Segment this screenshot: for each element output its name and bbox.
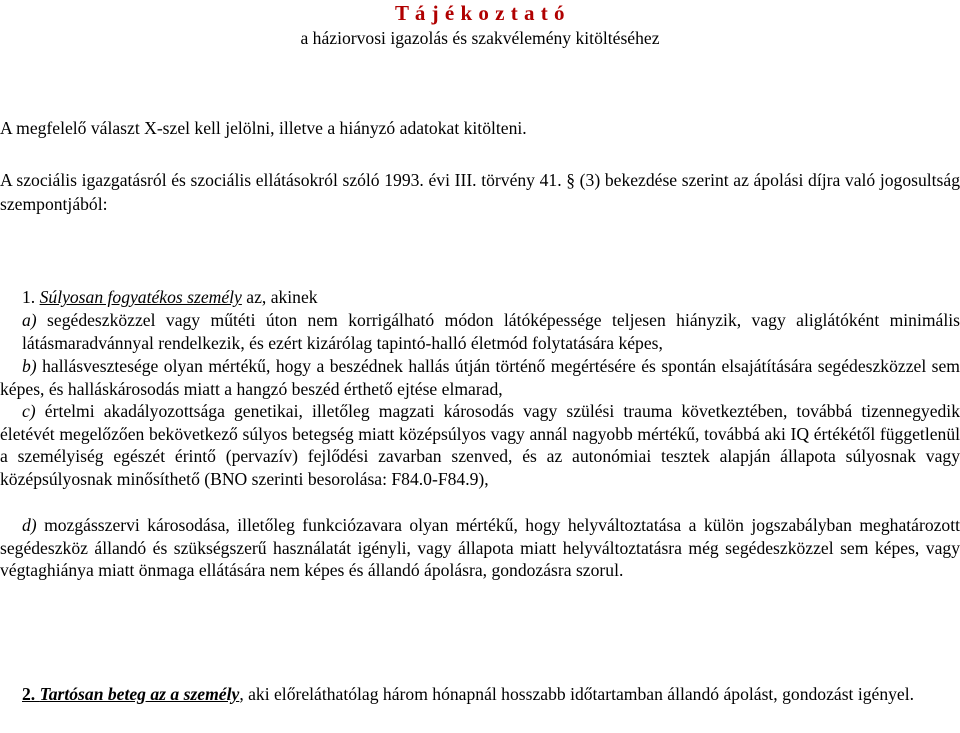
section-1-heading xyxy=(0,286,960,309)
instruction-line: A megfelelő választ X-szel kell jelölni, illetve a hiányzó adatokat kitölteni. xyxy=(0,118,527,138)
item-b-label: b) xyxy=(22,356,37,376)
item-d-text: mozgásszervi károsodása, illetőleg funkciózavara olyan mértékű, hogy helyváltoztatása a külön jogszabályban meghatározott segédeszköz állandó és szükségszerű használatát igényli, vagy állapota miatt helyváltoztatásra még segédeszközzel sem képes, vagy végtaghiánya miatt önmaga ellátására nem képes és állandó ápolásra, gondozásra szorul. xyxy=(0,515,960,581)
item-d xyxy=(0,514,960,582)
item-c xyxy=(0,400,960,490)
section-1-term: Súlyosan fogyatékos személy xyxy=(39,287,242,307)
section-2-number: 2. xyxy=(22,684,40,704)
legal-basis-paragraph: A szociális igazgatásról és szociális ellátásokról szóló 1993. évi III. törvény 41. § (3) bekezdése szerint az ápolási díjra való jogosultság szempontjából: xyxy=(0,170,960,214)
section-2-text: , aki előreláthatólag három hónapnál hosszabb időtartamban állandó ápolást, gondozást igényel. xyxy=(239,684,915,704)
item-a xyxy=(0,309,960,354)
item-c-label: c) xyxy=(22,401,36,421)
section-2-paragraph xyxy=(0,683,960,706)
item-b xyxy=(0,355,960,400)
item-a-text: segédeszközzel vagy műtéti úton nem korrigálható módon látóképessége teljesen hiányzik, vagy aliglátóként minimális látásmaradvánnyal rendelkezik, és ezért kizárólag tapintó-halló életmód folytatására képes, xyxy=(22,310,960,353)
section-2-term: Tartósan beteg az a személy xyxy=(39,684,240,704)
item-a-label: a) xyxy=(22,310,37,330)
item-d-label: d) xyxy=(22,515,37,535)
document-title: T á j é k o z t a t ó xyxy=(395,1,565,25)
document-subtitle: a háziorvosi igazolás és szakvélemény kitöltéséhez xyxy=(300,28,660,48)
section-1-number: 1. xyxy=(22,287,40,307)
item-b-text: hallásvesztesége olyan mértékű, hogy a beszédnek hallás útján történő megértésére és spontán elsajátítására segédeszközzel sem képes, és halláskárosodás miatt a hangzó beszéd érthető ejtése elmarad, xyxy=(0,356,960,399)
item-c-text: értelmi akadályozottsága genetikai, illetőleg magzati károsodás vagy szülési trauma következtében, továbbá tizennegyedik életévét megelőzően bekövetkező súlyos betegség miatt középsúlyos vagy annál nagyobb mértékű, továbbá aki IQ értékétől függetlenül a személyiség egészét érintő (pervazív) fejlődési zavarban szenved, és az autonómiai tesztek alapján állapota súlyosnak vagy középsúlyosnak minősíthető (BNO szerinti besorolása: F84.0-F84.9), xyxy=(0,401,960,489)
section-1-heading-tail: az, akinek xyxy=(241,287,318,307)
